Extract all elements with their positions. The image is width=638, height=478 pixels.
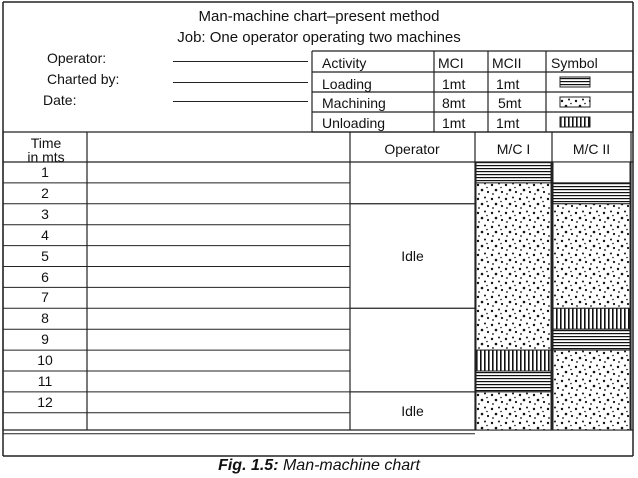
legend-mci-machining: 8mt [442, 95, 466, 111]
legend-mci-unloading: 1mt [442, 115, 466, 131]
operator-idle-label-3: Idle [401, 402, 424, 419]
mc2-block-idle-0 [553, 162, 630, 183]
minute-label-5: 5 [41, 247, 49, 264]
mc1-block-machining-1 [476, 183, 551, 350]
mc1-column-header: M/C I [496, 141, 531, 157]
minute-label-4: 4 [41, 226, 49, 243]
operator-idle-label-1: Idle [401, 248, 424, 265]
mc2-block-machining-2 [553, 204, 630, 308]
time-header-line2: in mts [27, 149, 65, 165]
legend-symbol-vertical-lines [560, 117, 590, 127]
legend-activity-machining: Machining [322, 95, 386, 111]
legend-activity-loading: Loading [322, 76, 372, 92]
minute-label-8: 8 [41, 310, 49, 327]
mc1-block-loading-0 [476, 162, 551, 183]
minute-label-12: 12 [37, 393, 53, 410]
mc1-block-unloading-2 [476, 350, 551, 371]
legend-header-symbol: Symbol [551, 55, 598, 71]
mc2-block-machining-5 [553, 350, 630, 430]
figure-caption [0, 458, 638, 474]
legend-mcii-machining: 5mt [498, 95, 522, 111]
legend-symbol-dots [560, 97, 590, 107]
mc1-block-machining-4 [476, 392, 551, 430]
operator-field-label: Operator: [47, 50, 107, 66]
minute-label-3: 3 [41, 205, 49, 222]
legend-mcii-loading: 1mt [496, 76, 520, 92]
minute-label-1: 1 [41, 164, 49, 180]
legend-activity-unloading: Unloading [322, 115, 386, 131]
operator-column-header: Operator [384, 141, 440, 157]
charted-by-field-label: Charted by: [47, 71, 120, 87]
minute-label-2: 2 [41, 184, 49, 201]
mc2-block-loading-1 [553, 183, 630, 204]
time-header-line1: Time [30, 135, 62, 151]
minute-label-7: 7 [41, 289, 49, 306]
minute-label-6: 6 [41, 268, 49, 285]
date-field-label: Date: [43, 92, 77, 108]
mc2-block-loading-4 [553, 329, 630, 350]
figure-caption-label: Fig. 1.5: [218, 457, 279, 474]
figure-caption-text: Man-machine chart [278, 457, 420, 474]
minute-label-10: 10 [37, 352, 53, 369]
job-description: Job: One operator operating two machines [177, 29, 461, 46]
legend-header-mcii: MCII [492, 55, 522, 71]
minute-label-9: 9 [41, 331, 49, 348]
legend-header-activity: Activity [322, 55, 367, 71]
mc2-block-unloading-3 [553, 308, 630, 329]
minute-label-11: 11 [37, 373, 53, 389]
mc2-column-header: M/C II [572, 141, 611, 157]
mc1-block-loading-3 [476, 371, 551, 392]
legend-header-mci: MCI [438, 55, 464, 71]
legend-mci-loading: 1mt [442, 76, 466, 92]
legend-symbol-horizontal-lines [560, 77, 590, 87]
chart-title: Man-machine chart–present method [198, 8, 440, 25]
legend-mcii-unloading: 1mt [496, 115, 520, 131]
